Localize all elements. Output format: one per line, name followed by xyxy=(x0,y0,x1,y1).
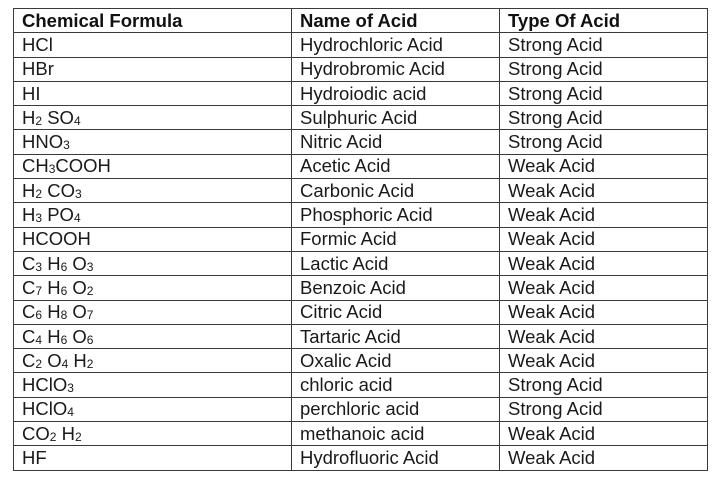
acid-name-cell: Sulphuric Acid xyxy=(292,106,500,130)
table-row xyxy=(14,227,708,251)
acid-type-cell: Weak Acid xyxy=(500,203,708,227)
acid-type-cell: Strong Acid xyxy=(500,81,708,105)
table-row xyxy=(14,179,708,203)
acid-name-cell: Hydrofluoric Acid xyxy=(292,446,500,470)
acid-type-cell: Strong Acid xyxy=(500,57,708,81)
header-type-of-acid: Type Of Acid xyxy=(500,9,708,33)
table-row xyxy=(14,130,708,154)
formula-subscript: 6 xyxy=(60,283,68,298)
formula-subscript: 6 xyxy=(60,259,68,274)
formula-subscript: 6 xyxy=(60,332,68,347)
table-row xyxy=(14,57,708,81)
chemical-formula-cell xyxy=(14,422,292,446)
formula-text: C xyxy=(22,252,36,274)
formula-text: COOH xyxy=(55,155,111,177)
formula-subscript: 7 xyxy=(86,308,94,323)
formula-text: H xyxy=(22,179,36,201)
chemical-formula-cell xyxy=(14,300,292,324)
formula-text: O xyxy=(42,349,62,371)
table-row xyxy=(14,446,708,470)
table-row xyxy=(14,81,708,105)
table-row xyxy=(14,203,708,227)
formula-subscript: 3 xyxy=(35,211,43,226)
formula-subscript: 4 xyxy=(35,332,43,347)
table-row xyxy=(14,251,708,275)
table-row xyxy=(14,276,708,300)
table-row xyxy=(14,349,708,373)
table-body xyxy=(14,33,708,470)
formula-subscript: 6 xyxy=(86,332,94,347)
formula-subscript: 8 xyxy=(60,308,68,323)
formula-text: C xyxy=(22,301,36,323)
chemical-formula-cell xyxy=(14,106,292,130)
acid-type-cell: Weak Acid xyxy=(500,251,708,275)
formula-text: HCOOH xyxy=(22,228,91,250)
formula-subscript: 2 xyxy=(86,283,94,298)
acid-type-cell: Weak Acid xyxy=(500,300,708,324)
formula-text: O xyxy=(67,301,87,323)
acid-name-cell: Phosphoric Acid xyxy=(292,203,500,227)
formula-subscript: 3 xyxy=(74,186,82,201)
acid-name-cell: Tartaric Acid xyxy=(292,324,500,348)
acid-name-cell: Lactic Acid xyxy=(292,251,500,275)
table-row xyxy=(14,373,708,397)
acid-name-cell: Benzoic Acid xyxy=(292,276,500,300)
formula-subscript: 3 xyxy=(63,138,70,153)
formula-subscript: 3 xyxy=(67,381,74,396)
formula-text: H xyxy=(68,349,87,371)
header-name-of-acid: Name of Acid xyxy=(292,9,500,33)
acid-name-cell: Carbonic Acid xyxy=(292,179,500,203)
acid-type-cell: Weak Acid xyxy=(500,179,708,203)
table-row xyxy=(14,300,708,324)
formula-text: H xyxy=(42,301,61,323)
formula-text: C xyxy=(22,349,36,371)
chemical-formula-cell xyxy=(14,446,292,470)
formula-text: CH xyxy=(22,155,49,177)
formula-subscript: 7 xyxy=(35,283,43,298)
table-header xyxy=(14,9,708,33)
table-row xyxy=(14,106,708,130)
acid-type-cell: Weak Acid xyxy=(500,276,708,300)
chemical-formula-cell xyxy=(14,227,292,251)
formula-text: SO xyxy=(42,106,74,128)
chemical-formula-cell xyxy=(14,154,292,178)
chemical-formula-cell xyxy=(14,81,292,105)
formula-text: HClO xyxy=(22,398,68,420)
acid-type-cell: Strong Acid xyxy=(500,397,708,421)
acid-type-cell: Strong Acid xyxy=(500,33,708,57)
formula-text: CO xyxy=(42,179,75,201)
formula-text: H xyxy=(42,325,61,347)
formula-text: PO xyxy=(42,204,74,226)
formula-text: H xyxy=(22,106,36,128)
acid-name-cell: Formic Acid xyxy=(292,227,500,251)
formula-text: HCl xyxy=(22,33,53,55)
formula-subscript: 4 xyxy=(61,356,69,371)
formula-subscript: 4 xyxy=(73,113,81,128)
acid-name-cell: perchloric acid xyxy=(292,397,500,421)
acid-name-cell: methanoic acid xyxy=(292,422,500,446)
acid-type-cell: Weak Acid xyxy=(500,154,708,178)
acid-type-cell: Strong Acid xyxy=(500,373,708,397)
chemical-formula-cell xyxy=(14,324,292,348)
formula-text: H xyxy=(22,204,36,226)
formula-text: HF xyxy=(22,446,47,468)
table-row xyxy=(14,154,708,178)
formula-subscript: 4 xyxy=(67,405,74,420)
formula-text: H xyxy=(56,422,75,444)
formula-text: C xyxy=(22,276,36,298)
chemical-formula-cell xyxy=(14,33,292,57)
formula-subscript: 6 xyxy=(35,308,43,323)
chemical-formula-cell xyxy=(14,251,292,275)
acid-name-cell: Acetic Acid xyxy=(292,154,500,178)
acid-name-cell: Hydrochloric Acid xyxy=(292,33,500,57)
formula-subscript: 3 xyxy=(35,259,43,274)
acid-type-cell: Weak Acid xyxy=(500,349,708,373)
formula-subscript: 4 xyxy=(73,211,81,226)
acid-type-cell: Weak Acid xyxy=(500,422,708,446)
acid-table-container xyxy=(13,8,707,471)
formula-subscript: 2 xyxy=(49,429,57,444)
formula-subscript: 3 xyxy=(86,259,94,274)
chemical-formula-cell xyxy=(14,276,292,300)
header-row xyxy=(14,9,708,33)
formula-text: O xyxy=(67,325,87,347)
acid-type-cell: Strong Acid xyxy=(500,106,708,130)
chemical-formula-cell xyxy=(14,349,292,373)
chemical-formula-cell xyxy=(14,130,292,154)
acid-type-cell: Strong Acid xyxy=(500,130,708,154)
acid-type-cell: Weak Acid xyxy=(500,446,708,470)
acid-name-cell: Oxalic Acid xyxy=(292,349,500,373)
formula-subscript: 2 xyxy=(35,356,43,371)
table-row xyxy=(14,422,708,446)
formula-text: HI xyxy=(22,82,41,104)
formula-text: O xyxy=(67,276,87,298)
formula-text: H xyxy=(42,276,61,298)
acid-name-cell: Hydroiodic acid xyxy=(292,81,500,105)
table-row xyxy=(14,324,708,348)
formula-subscript: 2 xyxy=(35,113,43,128)
formula-text: O xyxy=(67,252,87,274)
chemical-formula-cell xyxy=(14,373,292,397)
formula-subscript: 2 xyxy=(86,356,94,371)
formula-text: CO xyxy=(22,422,50,444)
acid-type-cell: Weak Acid xyxy=(500,324,708,348)
formula-subscript: 2 xyxy=(74,429,82,444)
header-chemical-formula: Chemical Formula xyxy=(14,9,292,33)
formula-text: HNO xyxy=(22,131,64,153)
table-row xyxy=(14,397,708,421)
formula-text: C xyxy=(22,325,36,347)
chemical-formula-cell xyxy=(14,203,292,227)
formula-text: HBr xyxy=(22,58,54,80)
chemical-formula-cell xyxy=(14,57,292,81)
acid-name-cell: Hydrobromic Acid xyxy=(292,57,500,81)
chemical-formula-cell xyxy=(14,397,292,421)
acid-type-cell: Weak Acid xyxy=(500,227,708,251)
acid-name-cell: chloric acid xyxy=(292,373,500,397)
formula-subscript: 2 xyxy=(35,186,43,201)
formula-text: H xyxy=(42,252,61,274)
table-row xyxy=(14,33,708,57)
acid-table xyxy=(13,8,708,471)
formula-subscript: 3 xyxy=(48,162,56,177)
acid-name-cell: Nitric Acid xyxy=(292,130,500,154)
chemical-formula-cell xyxy=(14,179,292,203)
formula-text: HClO xyxy=(22,374,68,396)
acid-name-cell: Citric Acid xyxy=(292,300,500,324)
